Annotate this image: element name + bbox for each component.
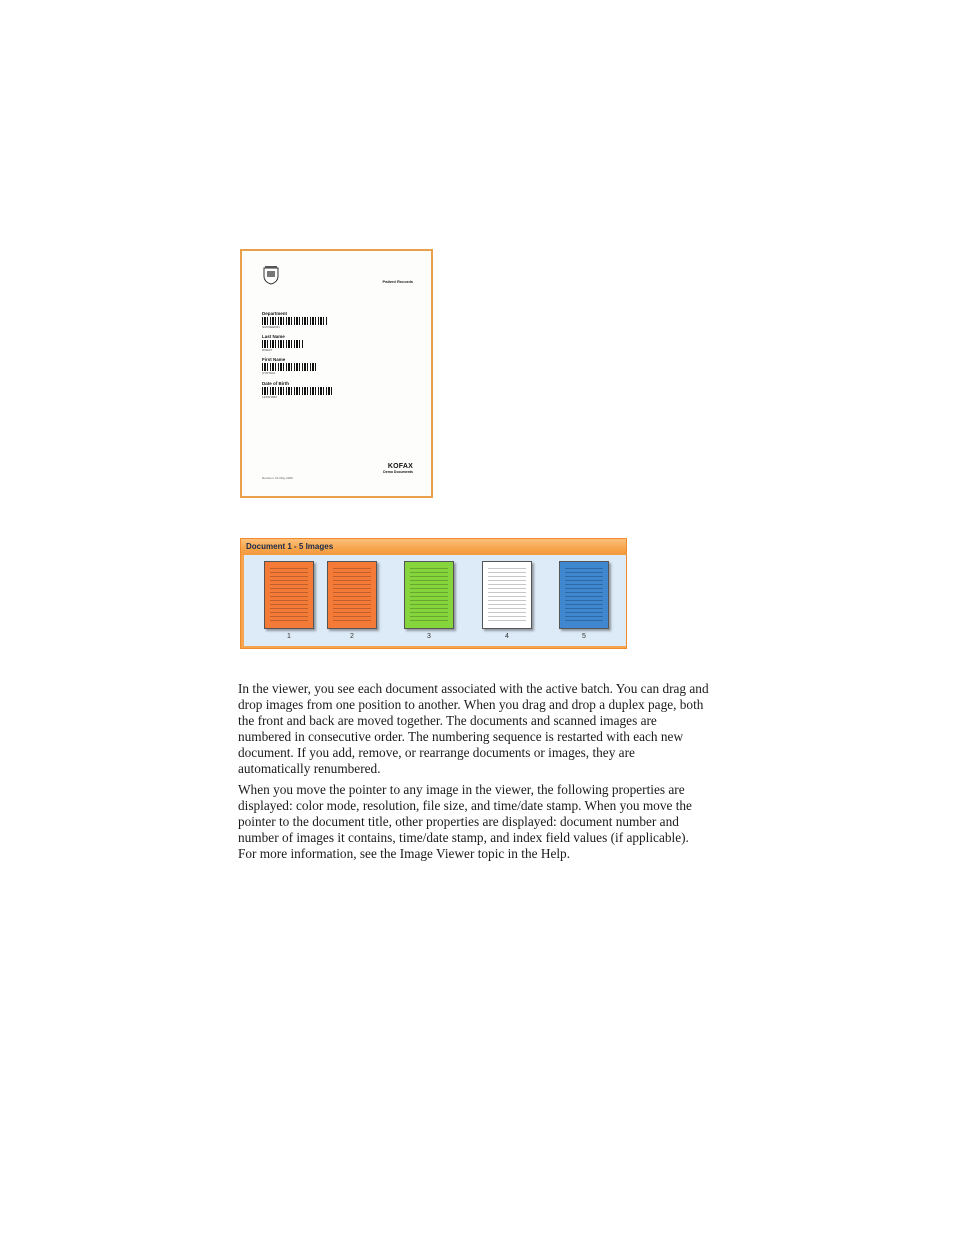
sheet-field-last-name	[262, 334, 382, 352]
paragraph-pointer-properties: When you move the pointer to any image in the viewer, the following properties are displayed: color mode, resolution, file size, and time/date stamp. When you move the pointer to the document title, other properties are displayed: document number and number of images it contains, time/date stamp, and index field values (if applicable). For more information, see the Image Viewer topic in the Help.	[238, 782, 692, 861]
crest-icon	[262, 265, 280, 285]
logo-subtitle: Demo Documents	[383, 470, 413, 474]
sheet-footer: Revision: 01-May-2006	[262, 476, 293, 480]
field-value: 12/09/1962	[262, 395, 278, 399]
thumbnail-number: 1	[287, 633, 291, 640]
barcode	[262, 387, 334, 395]
image-thumbnail-3[interactable]	[404, 561, 454, 629]
field-label: Last Name	[262, 334, 285, 339]
field-label: Date of Birth	[262, 381, 289, 386]
thumbnail-number: 3	[427, 633, 431, 640]
thumbnail-number: 2	[350, 633, 354, 640]
field-label: First Name	[262, 357, 286, 362]
thumbnail-strip	[241, 555, 626, 649]
separator-sheet-image	[240, 249, 433, 498]
document-title[interactable]: Document 1 - 5 Images	[241, 539, 626, 555]
field-value: DOEAT	[262, 348, 273, 352]
sheet-field-first-name	[262, 357, 382, 375]
barcode	[262, 317, 328, 325]
logo-brand: KOFAX	[387, 463, 413, 470]
sheet-header: Patient Records	[382, 279, 413, 284]
thumbnail-number: 4	[505, 633, 509, 640]
kofax-logo	[383, 463, 413, 474]
image-thumbnail-4[interactable]	[482, 561, 532, 629]
barcode	[262, 340, 304, 348]
body-text	[238, 681, 710, 867]
field-label: Department	[262, 311, 288, 316]
image-thumbnail-2[interactable]	[327, 561, 377, 629]
document-panel	[240, 538, 627, 649]
image-thumbnail-5[interactable]	[559, 561, 609, 629]
image-thumbnail-1[interactable]	[264, 561, 314, 629]
paragraph-viewer-description: In the viewer, you see each document associated with the active batch. You can drag and drop images from one position to another. When you drag and drop a duplex page, both the front and back are moved together. The documents and scanned images are numbered in consecutive order. The numbering sequence is restarted with each new document. If you add, remove, or rearrange documents or images, they are automatically renumbered.	[238, 681, 709, 776]
barcode	[262, 363, 316, 371]
thumbnail-number: 5	[582, 633, 586, 640]
sheet-field-date-of-birth	[262, 381, 382, 399]
field-value: NURSEEDIN	[262, 325, 280, 329]
field-value: CYNTHIA	[262, 371, 276, 375]
sheet-field-department	[262, 311, 382, 329]
